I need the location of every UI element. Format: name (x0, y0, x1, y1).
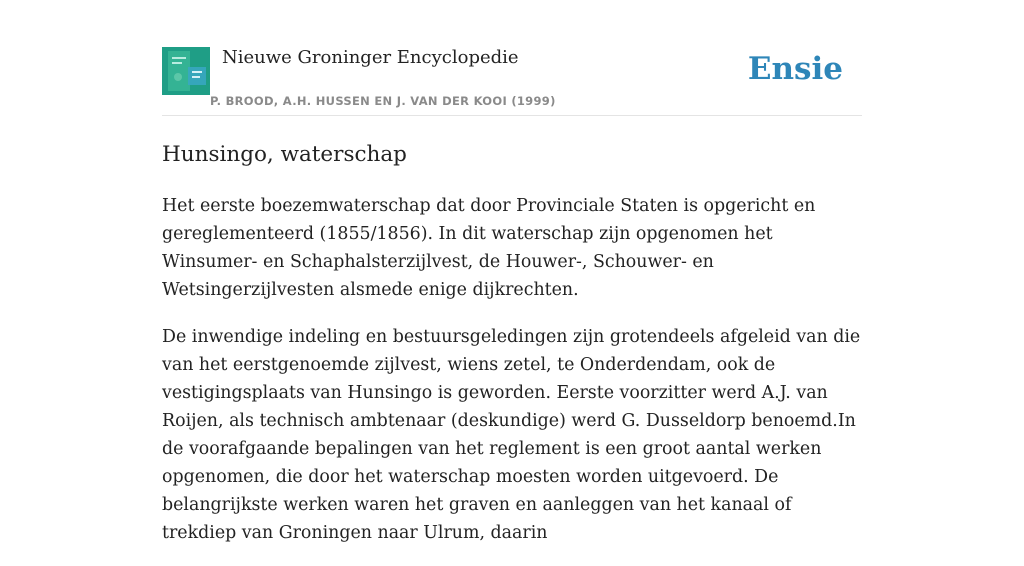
book-title[interactable]: Nieuwe Groninger Encyclopedie (222, 47, 519, 68)
page (162, 0, 862, 543)
book-cover-icon (162, 47, 210, 95)
entry-title: Hunsingo, waterschap (162, 142, 407, 167)
entry-paragraph: Het eerste boezemwaterschap dat door Provinciale Staten is opgericht en gereglementeerd (1855/1856). In dit waterschap zijn opgenomen het Winsumer- en Schaphalsterzijlvest, de Houwer-, Schouwer- en Wetsingerzijlvesten alsmede enige dijkrechten. (162, 196, 816, 300)
book-cover-thumbnail[interactable] (162, 47, 210, 95)
entry-content (162, 192, 862, 566)
book-authors: P. BROOD, A.H. HUSSEN EN J. VAN DER KOOI (1999) (210, 94, 556, 108)
header (162, 0, 862, 116)
entry-paragraph: De inwendige indeling en bestuursgeledingen zijn grotendeels afgeleid van die van het eerstgenoemde zijlvest, wiens zetel, te Onderdendam, ook de vestigingsplaats van Hunsingo is geworden. Eerste voorzitter werd A.J. van Roijen, als technisch ambtenaar (deskundige) werd G. Dusseldorp benoemd.In de voorafgaande bepalingen van het reglement is een groot aantal werken opgenomen, die door het waterschap moesten worden uitgevoerd. De belangrijkste werken waren het graven en aanleggen van het kanaal of trekdiep van Groningen naar Ulrum, daarin (162, 327, 861, 543)
ensie-logo-link[interactable]: Ensie (747, 51, 843, 87)
